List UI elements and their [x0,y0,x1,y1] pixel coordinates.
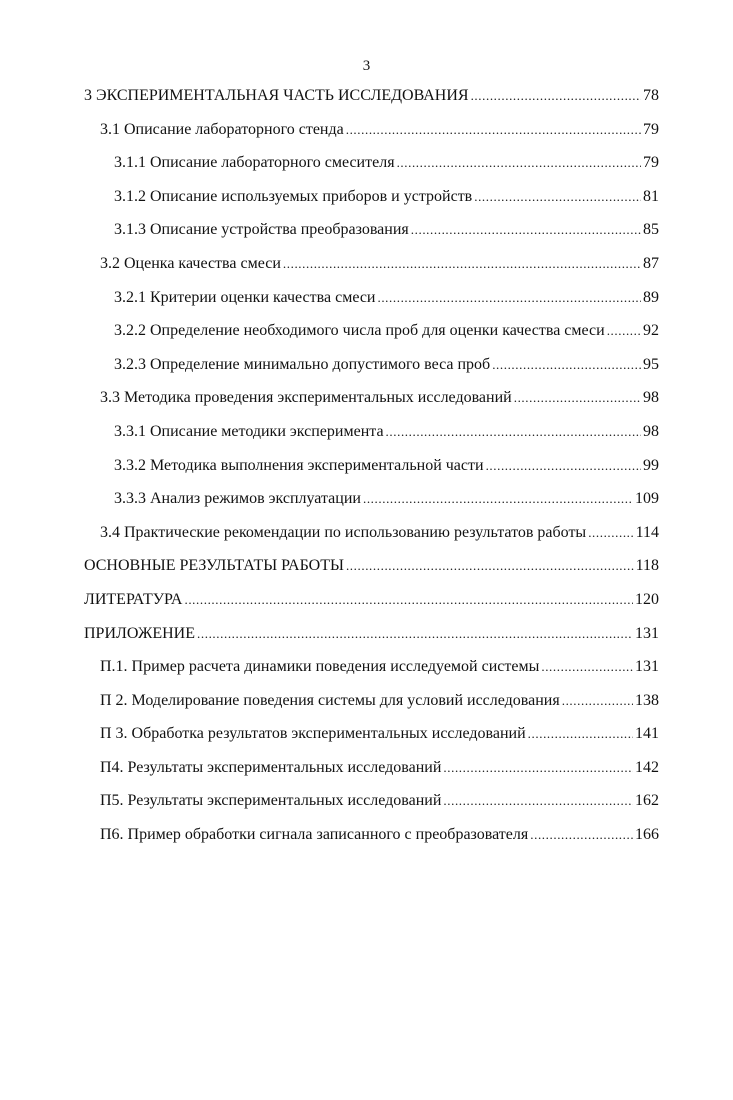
dot-leader [588,525,633,541]
toc-entry-title: 3.2.2 Определение необходимого числа проб для оценки качества смеси [114,322,605,340]
toc-entry-title: П6. Пример обработки сигнала записанного с преобразователя [100,826,529,844]
toc-entry-page: 87 [643,254,659,272]
toc-entry-title: 3.2 Оценка качества смеси [100,254,281,272]
toc-entry[interactable] [84,255,659,289]
toc-entry[interactable] [84,389,659,423]
toc-entry[interactable] [84,557,659,591]
toc-entry[interactable] [84,87,659,121]
toc-entry[interactable] [84,121,659,155]
dot-leader [528,726,633,742]
toc-entry-title: П4. Результаты экспериментальных исследований [100,758,442,776]
toc-entry[interactable] [84,826,659,860]
dot-leader [346,122,641,138]
toc-entry[interactable] [84,490,659,524]
dot-leader [363,491,633,507]
dot-leader [377,290,641,306]
toc-entry-title: П5. Результаты экспериментальных исследований [100,792,442,810]
toc-entry-page: 95 [643,355,659,373]
toc-entry[interactable] [84,692,659,726]
toc-entry-title: 3.1.3 Описание устройства преобразования [114,221,409,239]
toc-entry-page: 92 [643,322,659,340]
toc-entry-title: ОСНОВНЫЕ РЕЗУЛЬТАТЫ РАБОТЫ [84,557,344,575]
toc-entry[interactable] [84,221,659,255]
toc-entry-page: 131 [635,658,659,676]
toc-entry[interactable] [84,625,659,659]
toc-entry-title: 3.4 Практические рекомендации по использованию результатов работы [100,523,587,541]
toc-entry[interactable] [84,322,659,356]
toc-entry[interactable] [84,154,659,188]
toc-entry-title: 3.3.1 Описание методики эксперимента [114,422,384,440]
toc-entry-title: 3.3 Методика проведения экспериментальных исследований [100,389,512,407]
toc-entry-page: 89 [643,288,659,306]
dot-leader [443,793,633,809]
toc-entry[interactable] [84,457,659,491]
dot-leader [471,88,641,104]
dot-leader [346,558,634,574]
page-number: 3 [362,58,371,74]
toc-entry[interactable] [84,792,659,826]
toc-entry-title: 3.3.3 Анализ режимов эксплуатации [114,490,361,508]
toc-entry-title: П.1. Пример расчета динамики поведения исследуемой системы [100,658,540,676]
toc-entry[interactable] [84,658,659,692]
dot-leader [184,592,633,608]
toc-entry-page: 166 [635,826,659,844]
table-of-contents [84,87,659,860]
toc-entry-page: 118 [635,557,659,575]
toc-entry-page: 79 [643,120,659,138]
dot-leader [397,155,641,171]
dot-leader [492,357,641,373]
toc-entry-title: 3 ЭКСПЕРИМЕНТАЛЬНАЯ ЧАСТЬ ИССЛЕДОВАНИЯ [84,87,469,104]
toc-entry-title: П 2. Моделирование поведения системы для условий исследования [100,691,560,709]
toc-entry-title: 3.1 Описание лабораторного стенда [100,120,344,138]
dot-leader [386,424,641,440]
toc-entry-page: 99 [643,456,659,474]
toc-entry-page: 138 [635,691,659,709]
toc-entry-title: 3.2.1 Критерии оценки качества смеси [114,288,376,306]
toc-entry-page: 109 [635,490,659,508]
toc-entry[interactable] [84,188,659,222]
toc-entry-page: 131 [635,624,659,642]
dot-leader [486,458,641,474]
dot-leader [530,827,633,843]
toc-entry-title: 3.1.2 Описание используемых приборов и устройств [114,187,473,205]
dot-leader [197,626,633,642]
toc-entry[interactable] [84,524,659,558]
toc-entry-title: ПРИЛОЖЕНИЕ [84,624,196,642]
toc-entry[interactable] [84,289,659,323]
dot-leader [562,693,633,709]
toc-entry-page: 81 [643,187,659,205]
toc-entry[interactable] [84,759,659,793]
dot-leader [474,189,641,205]
toc-entry[interactable] [84,591,659,625]
dot-leader [514,390,641,406]
toc-entry-title: 3.2.3 Определение минимально допустимого веса проб [114,355,491,373]
toc-entry-page: 114 [635,523,659,541]
toc-entry-title: 3.1.1 Описание лабораторного смесителя [114,154,395,172]
toc-entry-title: П 3. Обработка результатов экспериментальных исследований [100,725,526,743]
toc-entry[interactable] [84,423,659,457]
dot-leader [443,760,633,776]
toc-entry-page: 120 [635,590,659,608]
toc-entry-page: 141 [635,725,659,743]
toc-entry-page: 85 [643,221,659,239]
toc-entry-page: 142 [635,758,659,776]
toc-entry-page: 98 [643,422,659,440]
dot-leader [411,222,641,238]
toc-entry-title: ЛИТЕРАТУРА [84,590,183,608]
dot-leader [541,659,633,675]
toc-entry[interactable] [84,356,659,390]
toc-entry-title: 3.3.2 Методика выполнения экспериментальной части [114,456,484,474]
toc-entry-page: 79 [643,154,659,172]
toc-entry-page: 98 [643,389,659,407]
toc-entry[interactable] [84,725,659,759]
toc-entry-page: 162 [635,792,659,810]
toc-entry-page: 78 [643,87,659,104]
dot-leader [283,256,641,272]
dot-leader [607,323,641,339]
